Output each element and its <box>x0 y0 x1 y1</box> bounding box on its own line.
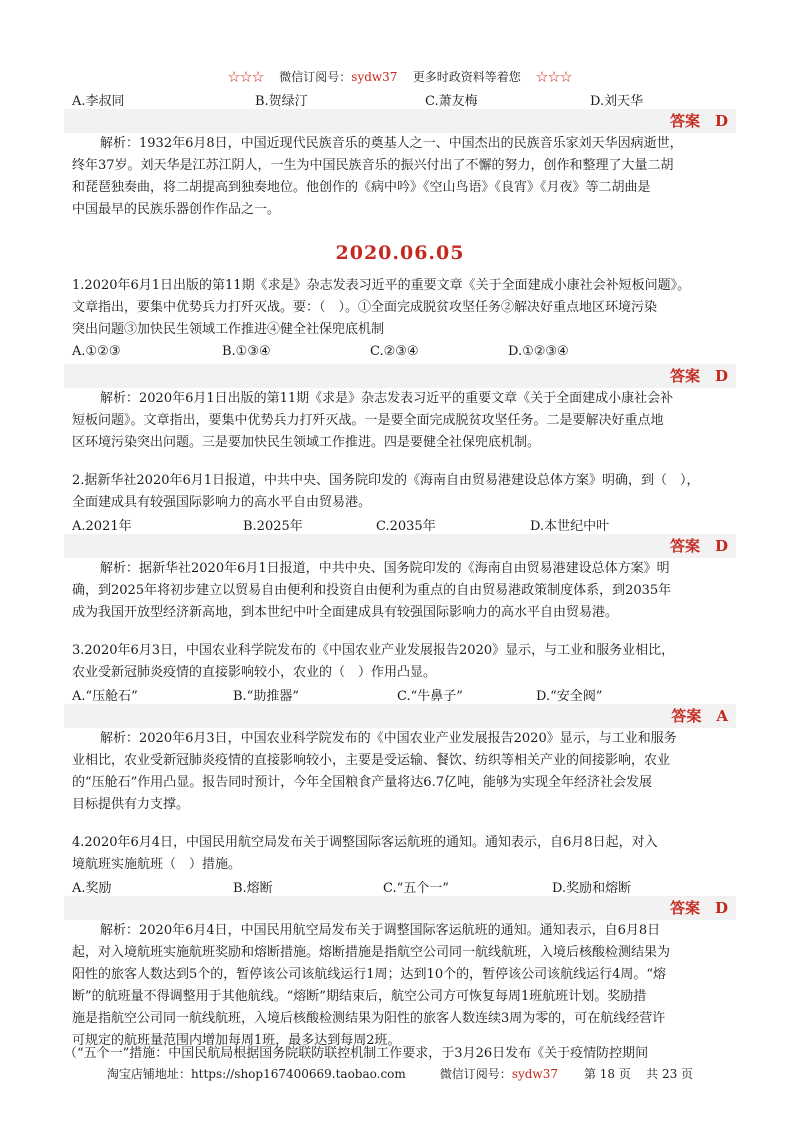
header-stars-left: ☆☆☆ <box>227 70 264 84</box>
option-b: B.贺绿汀 <box>255 94 308 109</box>
option-b: B.熔断 <box>233 881 273 896</box>
option-c: C.萧友梅 <box>425 94 478 109</box>
answer-bar <box>64 896 736 920</box>
question-stem: 文章指出，要集中优势兵力打歼灭战。要：（ ）。①全面完成脱贫攻坚任务②解决好重点地区环境污染 <box>72 300 658 315</box>
option-c: C.“牛鼻子” <box>397 689 463 704</box>
date-heading: 2020.06.05 <box>335 242 465 264</box>
header-account: sydw37 <box>351 70 398 84</box>
analysis-line: 解析：2020年6月1日出版的第11期《求是》杂志发表习近平的重要文章《关于全面建成小康社会补 <box>100 391 674 406</box>
question-stem: 2.据新华社2020年6月1日报道，中共中央、国务院印发的《海南自由贸易港建设总体方案》明确，到（ ）， <box>72 473 700 488</box>
footer-total-pages: 共 23 页 <box>646 1067 694 1081</box>
analysis-line: （“五个一”措施：中国民航局根据国务院联防联控机制工作要求，于3月26日发布《关于疫情防控期间 <box>64 1046 649 1061</box>
answer-bar <box>64 109 736 133</box>
option-a: A.奖励 <box>72 881 112 896</box>
question-stem: 农业受新冠肺炎疫情的直接影响较小，农业的（ ）作用凸显。 <box>72 665 437 680</box>
footer-wechat-account: sydw37 <box>511 1067 558 1081</box>
analysis-line: 解析：2020年6月3日，中国农业科学院发布的《中国农业产业发展报告2020》显示，与工业和服务 <box>100 731 677 746</box>
option-d: D.本世纪中叶 <box>530 519 610 534</box>
analysis-line: 目标提供有力支撑。 <box>72 797 190 812</box>
option-a: A.①②③ <box>72 344 121 359</box>
header-stars-right: ☆☆☆ <box>536 70 573 84</box>
answer-label: 答案 D <box>669 899 728 917</box>
option-b: B.①③④ <box>222 344 271 359</box>
question-stem: 突出问题③加快民生领域工作推进④健全社保兜底机制 <box>72 322 385 337</box>
footer-shop-label: 淘宝店铺地址： <box>106 1067 191 1081</box>
question-stem: 1.2020年6月1日出版的第11期《求是》杂志发表习近平的重要文章《关于全面建成小康社会补短板问题》。 <box>72 278 691 293</box>
analysis-line: 成为我国开放型经济新高地，到本世纪中叶全面建成具有较强国际影响力的高水平自由贸易港。 <box>72 605 619 620</box>
analysis-line: 和琵琶独奏曲，将二胡提高到独奏地位。他创作的《病中吟》《空山鸟语》《良宵》《月夜》等二胡曲是 <box>72 180 651 195</box>
footer-wechat-label: 微信订阅号： <box>439 1067 512 1081</box>
option-c: C.“五个一” <box>383 881 449 896</box>
option-d: D.刘天华 <box>590 94 644 109</box>
header-label: 微信订阅号： <box>279 70 352 84</box>
analysis-line: 确，到2025年将初步建立以贸易自由便利和投资自由便利为重点的自由贸易港政策制度体系，到2035年 <box>72 583 672 598</box>
footer-page-number: 第 18 页 <box>583 1067 631 1081</box>
analysis-line: 短板问题》。文章指出，要集中优势兵力打歼灭战。一是要全面完成脱贫攻坚任务。二是要解决好重点地 <box>72 413 664 428</box>
option-d: D.奖励和熔断 <box>552 881 632 896</box>
question-stem: 境航班实施航班（ ）措施。 <box>72 857 242 872</box>
analysis-line: 区环境污染突出问题。三是要加快民生领域工作推进。四是要健全社保兜底机制。 <box>72 435 541 450</box>
analysis-line: 业相比，农业受新冠肺炎疫情的直接影响较小，主要是受运输、餐饮、纺织等相关产业的间接影响，农业 <box>72 753 671 768</box>
option-c: C.②③④ <box>370 344 419 359</box>
question-stem: 3.2020年6月3日，中国农业科学院发布的《中国农业产业发展报告2020》显示，与工业和服务业相比， <box>72 643 675 658</box>
answer-bar <box>64 364 736 388</box>
analysis-line: 终年37岁。刘天华是江苏江阴人，一生为中国民族音乐的振兴付出了不懈的努力，创作和整理了大量二胡 <box>72 158 674 173</box>
analysis-line: 施是指航空公司同一航线航班，入境后核酸检测结果为阳性的旅客人数连续3周为零的，可在航线经营许 <box>72 1011 666 1026</box>
option-a: A.2021年 <box>72 519 132 534</box>
answer-label: 答案 D <box>669 112 728 130</box>
answer-bar <box>64 534 736 558</box>
question-stem: 4.2020年6月4日，中国民用航空局发布关于调整国际客运航班的通知。通知表示，自6月8日起，对入 <box>72 835 658 850</box>
option-d: D.“安全阀” <box>536 689 603 704</box>
option-b: B.2025年 <box>243 519 303 534</box>
answer-label: 答案 D <box>669 367 728 385</box>
analysis-line: 阳性的旅客人数达到5个的，暂停该公司该航线运行1周；达到10个的，暂停该公司该航线运行4周。“熔 <box>72 967 667 982</box>
question-stem: 全面建成具有较强国际影响力的高水平自由贸易港。 <box>72 495 372 510</box>
answer-label: 答案 D <box>669 537 728 555</box>
analysis-line: 起，对入境航班实施航班奖励和熔断措施。熔断措施是指航空公司同一航线航班，入境后核酸检测结果为 <box>72 945 671 960</box>
analysis-line: 中国最早的民族乐器创作作品之一。 <box>72 202 281 217</box>
analysis-line: 断”的航班量不得调整用于其他航线。“熔断”期结束后，航空公司方可恢复每周1班航班计划。奖励措 <box>72 989 647 1004</box>
answer-bar <box>64 704 736 728</box>
option-d: D.①②③④ <box>508 344 569 359</box>
option-a: A.“压舱石” <box>72 689 138 704</box>
analysis-line: 可规定的航班量范围内增加每周1班，最多达到每周2班。 <box>72 1033 401 1048</box>
footer-shop-url[interactable]: https://shop167400669.taobao.com <box>190 1067 406 1081</box>
analysis-line: 解析：1932年6月8日，中国近现代民族音乐的奠基人之一、中国杰出的民族音乐家刘天华因病逝世， <box>100 136 683 151</box>
option-c: C.2035年 <box>376 519 436 534</box>
option-b: B.“助推器” <box>233 689 299 704</box>
page-header <box>0 68 800 85</box>
answer-label: 答案 A <box>671 707 728 725</box>
option-a: A.李叔同 <box>72 94 125 109</box>
analysis-line: 解析：2020年6月4日，中国民用航空局发布关于调整国际客运航班的通知。通知表示，自6月8日 <box>100 923 661 938</box>
header-tail: 更多时政资料等着您 <box>412 70 521 84</box>
analysis-line: 解析：据新华社2020年6月1日报道，中共中央、国务院印发的《海南自由贸易港建设总体方案》明 <box>100 561 670 576</box>
analysis-line: 的“压舱石”作用凸显。报告同时预计，今年全国粮食产量将达6.7亿吨，能够为实现全年经济社会发展 <box>72 775 652 790</box>
page-footer <box>0 1065 800 1082</box>
